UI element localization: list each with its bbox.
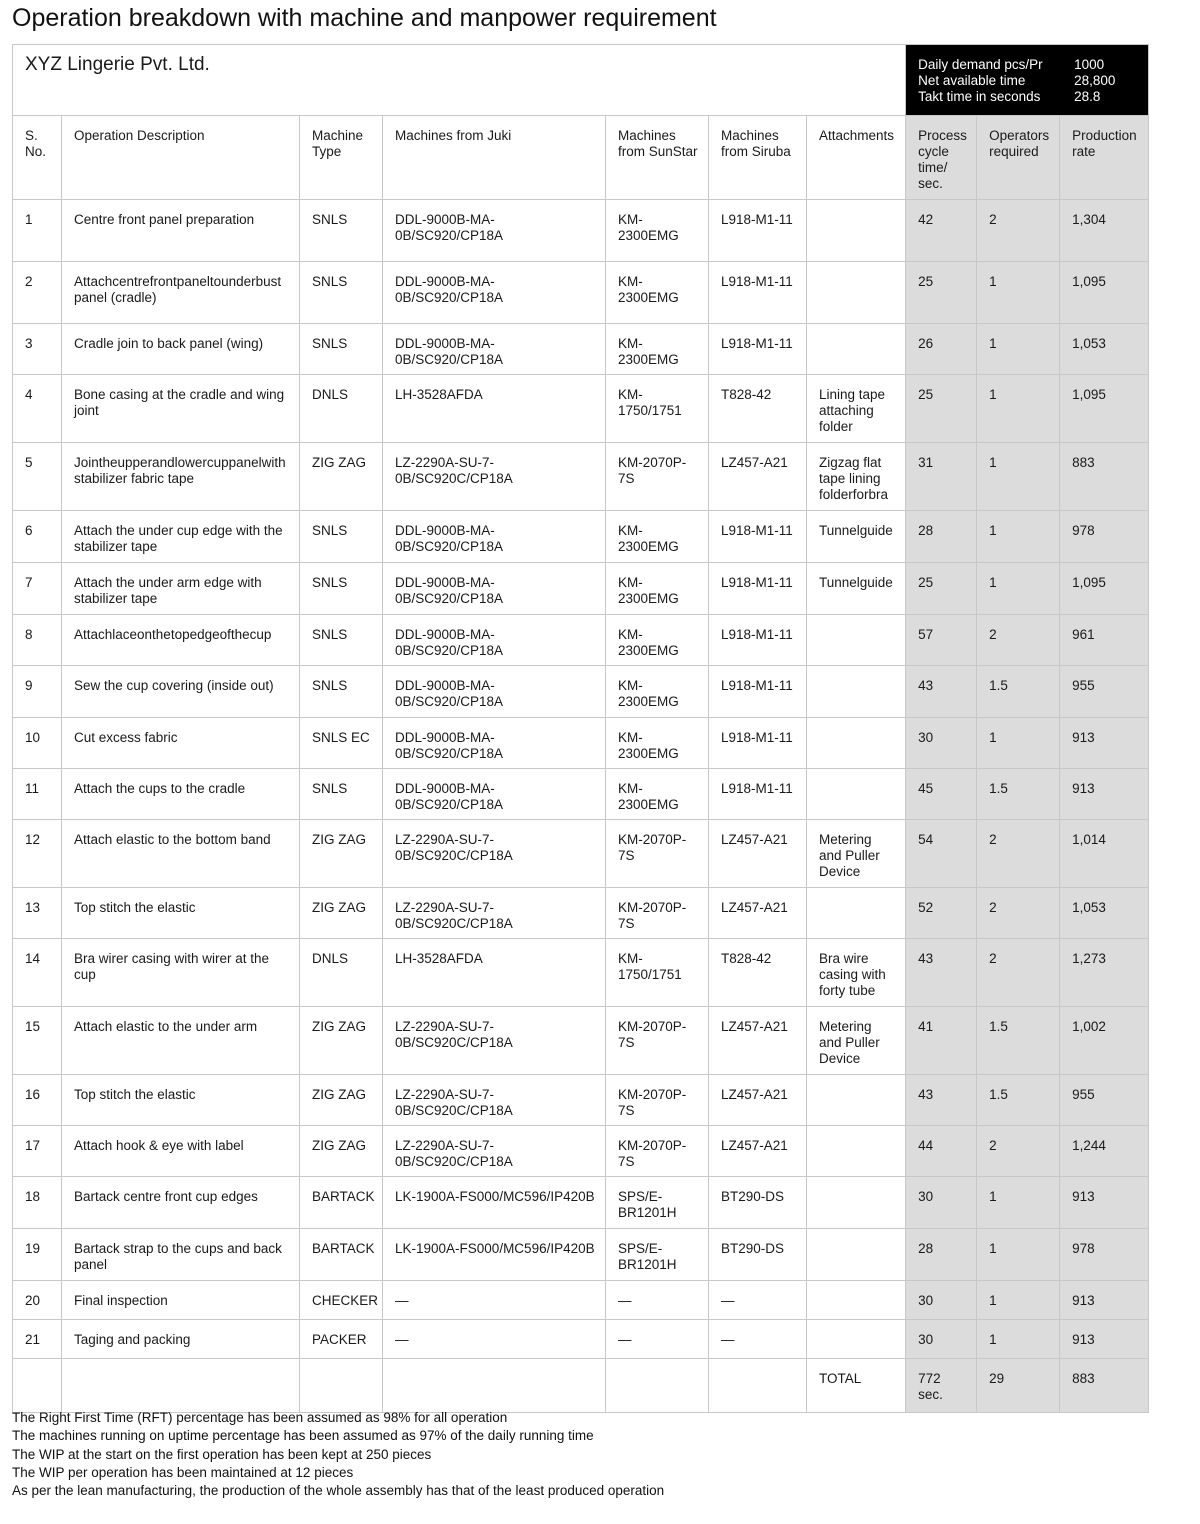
row-rate: 1,273	[1060, 939, 1149, 1007]
row-juki: DDL-9000B-MA-0B/SC920/CP18A	[383, 718, 606, 769]
row-cycle-time: 25	[906, 563, 977, 615]
row-operators: 1	[977, 1281, 1060, 1320]
row-juki: LK-1900A-FS000/MC596/IP420B	[383, 1229, 606, 1281]
row-attachment	[807, 1177, 906, 1229]
row-attachment: Zigzag flat tape lining folderforbra	[807, 443, 906, 511]
row-siruba: BT290-DS	[709, 1229, 807, 1281]
row-siruba: L918-M1-11	[709, 666, 807, 718]
row-siruba: L918-M1-11	[709, 615, 807, 666]
row-rate: 1,053	[1060, 888, 1149, 939]
row-sunstar: KM-2070P-7S	[606, 443, 709, 511]
row-attachment: Bra wire casing with forty tube	[807, 939, 906, 1007]
row-rate: 978	[1060, 1229, 1149, 1281]
table-row	[13, 939, 1149, 1007]
row-sno: 12	[13, 820, 62, 888]
row-sunstar: SPS/E-BR1201H	[606, 1177, 709, 1229]
row-juki: DDL-9000B-MA-0B/SC920/CP18A	[383, 262, 606, 324]
summary-value: 28,800	[1074, 73, 1116, 88]
row-juki: DDL-9000B-MA-0B/SC920/CP18A	[383, 324, 606, 375]
row-sunstar: KM-2070P-7S	[606, 888, 709, 939]
row-siruba: LZ457-A21	[709, 1007, 807, 1075]
row-operation: Cradle join to back panel (wing)	[62, 324, 300, 375]
header-operation: Operation Description	[62, 116, 300, 200]
row-operators: 2	[977, 888, 1060, 939]
row-attachment	[807, 888, 906, 939]
row-siruba: LZ457-A21	[709, 888, 807, 939]
row-rate: 913	[1060, 769, 1149, 820]
table-row	[13, 375, 1149, 443]
header-operators: Operators required	[977, 116, 1060, 200]
column-header-row	[13, 116, 1149, 200]
row-siruba: —	[709, 1320, 807, 1359]
row-juki: LZ-2290A-SU-7-0B/SC920C/CP18A	[383, 1075, 606, 1126]
row-sunstar: KM-2300EMG	[606, 615, 709, 666]
row-machine-type: SNLS	[300, 324, 383, 375]
row-siruba: L918-M1-11	[709, 200, 807, 262]
row-sunstar: KM-2300EMG	[606, 324, 709, 375]
company-header-row	[13, 45, 1149, 116]
row-attachment	[807, 769, 906, 820]
row-rate: 1,095	[1060, 262, 1149, 324]
row-machine-type: CHECKER	[300, 1281, 383, 1320]
table-row	[13, 1281, 1149, 1320]
header-machine-type: Machine Type	[300, 116, 383, 200]
row-attachment	[807, 1229, 906, 1281]
row-siruba: L918-M1-11	[709, 324, 807, 375]
note-wip-per-op: The WIP per operation has been maintained at 12 pieces	[12, 1464, 354, 1480]
row-operation: Attach the cups to the cradle	[62, 769, 300, 820]
row-operators: 2	[977, 820, 1060, 888]
row-machine-type: SNLS EC	[300, 718, 383, 769]
row-attachment	[807, 615, 906, 666]
row-machine-type: SNLS	[300, 769, 383, 820]
total-rate: 883	[1060, 1359, 1149, 1413]
row-cycle-time: 31	[906, 443, 977, 511]
row-machine-type: ZIG ZAG	[300, 1075, 383, 1126]
row-siruba: LZ457-A21	[709, 1075, 807, 1126]
row-machine-type: BARTACK	[300, 1177, 383, 1229]
row-juki: —	[383, 1281, 606, 1320]
total-empty	[13, 1359, 62, 1413]
row-sno: 11	[13, 769, 62, 820]
total-label: TOTAL	[807, 1359, 906, 1413]
row-rate: 883	[1060, 443, 1149, 511]
row-operation: Sew the cup covering (inside out)	[62, 666, 300, 718]
row-sno: 21	[13, 1320, 62, 1359]
table-row	[13, 324, 1149, 375]
table-row	[13, 443, 1149, 511]
row-operation: Top stitch the elastic	[62, 1075, 300, 1126]
row-rate: 1,002	[1060, 1007, 1149, 1075]
row-operators: 2	[977, 615, 1060, 666]
row-operators: 1.5	[977, 666, 1060, 718]
row-attachment: Lining tape attaching folder	[807, 375, 906, 443]
row-cycle-time: 25	[906, 262, 977, 324]
row-juki: LH-3528AFDA	[383, 939, 606, 1007]
row-juki: DDL-9000B-MA-0B/SC920/CP18A	[383, 563, 606, 615]
summary-takt-time	[918, 89, 1140, 105]
row-sunstar: KM-2300EMG	[606, 262, 709, 324]
table-row	[13, 888, 1149, 939]
operations-table	[12, 44, 1149, 1413]
row-rate: 1,095	[1060, 375, 1149, 443]
table-row	[13, 666, 1149, 718]
row-siruba: LZ457-A21	[709, 820, 807, 888]
total-operators: 29	[977, 1359, 1060, 1413]
row-attachment	[807, 324, 906, 375]
row-rate: 955	[1060, 666, 1149, 718]
row-machine-type: SNLS	[300, 563, 383, 615]
row-cycle-time: 28	[906, 511, 977, 563]
row-machine-type: ZIG ZAG	[300, 1007, 383, 1075]
row-sno: 4	[13, 375, 62, 443]
row-operation: Bartack strap to the cups and back panel	[62, 1229, 300, 1281]
summary-label: Takt time in seconds	[918, 89, 1041, 104]
row-attachment	[807, 718, 906, 769]
row-operators: 1.5	[977, 1007, 1060, 1075]
row-operators: 1	[977, 262, 1060, 324]
row-sunstar: KM-2300EMG	[606, 200, 709, 262]
row-sno: 3	[13, 324, 62, 375]
row-machine-type: DNLS	[300, 939, 383, 1007]
row-attachment: Tunnelguide	[807, 563, 906, 615]
row-operation: Cut excess fabric	[62, 718, 300, 769]
row-sno: 10	[13, 718, 62, 769]
row-rate: 913	[1060, 718, 1149, 769]
row-cycle-time: 30	[906, 1177, 977, 1229]
row-juki: LZ-2290A-SU-7-0B/SC920C/CP18A	[383, 820, 606, 888]
header-juki: Machines from Juki	[383, 116, 606, 200]
row-operation: Bone casing at the cradle and wing joint	[62, 375, 300, 443]
row-cycle-time: 43	[906, 1075, 977, 1126]
row-operators: 2	[977, 939, 1060, 1007]
row-juki: DDL-9000B-MA-0B/SC920/CP18A	[383, 615, 606, 666]
row-operators: 1	[977, 1320, 1060, 1359]
row-sno: 2	[13, 262, 62, 324]
row-attachment	[807, 262, 906, 324]
row-rate: 1,304	[1060, 200, 1149, 262]
row-machine-type: ZIG ZAG	[300, 443, 383, 511]
row-cycle-time: 52	[906, 888, 977, 939]
row-operators: 1	[977, 1229, 1060, 1281]
row-cycle-time: 57	[906, 615, 977, 666]
row-cycle-time: 42	[906, 200, 977, 262]
note-wip-start: The WIP at the start on the first operation has been kept at 250 pieces	[12, 1446, 432, 1462]
row-sno: 16	[13, 1075, 62, 1126]
row-operation: Attachlaceonthetopedgeofthecup	[62, 615, 300, 666]
row-sunstar: KM-2300EMG	[606, 718, 709, 769]
row-rate: 913	[1060, 1177, 1149, 1229]
header-siruba: Machines from Siruba	[709, 116, 807, 200]
total-cycle-time: 772 sec.	[906, 1359, 977, 1413]
row-operators: 1	[977, 718, 1060, 769]
row-cycle-time: 30	[906, 1320, 977, 1359]
row-rate: 961	[1060, 615, 1149, 666]
table-row	[13, 1320, 1149, 1359]
row-cycle-time: 43	[906, 939, 977, 1007]
row-operation: Final inspection	[62, 1281, 300, 1320]
row-operation: Attach elastic to the bottom band	[62, 820, 300, 888]
row-rate: 913	[1060, 1281, 1149, 1320]
table-row	[13, 200, 1149, 262]
table-row	[13, 769, 1149, 820]
row-machine-type: SNLS	[300, 666, 383, 718]
row-sno: 6	[13, 511, 62, 563]
page-title: Operation breakdown with machine and manpower requirement	[12, 4, 717, 32]
row-juki: LZ-2290A-SU-7-0B/SC920C/CP18A	[383, 888, 606, 939]
row-sno: 19	[13, 1229, 62, 1281]
row-machine-type: ZIG ZAG	[300, 1126, 383, 1177]
row-siruba: BT290-DS	[709, 1177, 807, 1229]
row-operation: Taging and packing	[62, 1320, 300, 1359]
row-sno: 8	[13, 615, 62, 666]
table-row	[13, 1075, 1149, 1126]
table-row	[13, 718, 1149, 769]
note-uptime: The machines running on uptime percentage has been assumed as 97% of the daily running time	[12, 1428, 594, 1444]
company-name: XYZ Lingerie Pvt. Ltd.	[13, 45, 906, 116]
row-sunstar: KM-2070P-7S	[606, 1007, 709, 1075]
row-operators: 1	[977, 511, 1060, 563]
table-row	[13, 1007, 1149, 1075]
row-siruba: L918-M1-11	[709, 511, 807, 563]
summary-label: Net available time	[918, 73, 1026, 88]
table-row	[13, 511, 1149, 563]
row-sunstar: SPS/E-BR1201H	[606, 1229, 709, 1281]
row-juki: LZ-2290A-SU-7-0B/SC920C/CP18A	[383, 1007, 606, 1075]
row-rate: 913	[1060, 1320, 1149, 1359]
summary-value: 1000	[1074, 57, 1105, 72]
row-operation: Attach the under arm edge with stabilizer tape	[62, 563, 300, 615]
row-operators: 1	[977, 375, 1060, 443]
row-machine-type: ZIG ZAG	[300, 820, 383, 888]
row-operators: 1.5	[977, 1075, 1060, 1126]
row-siruba: T828-42	[709, 939, 807, 1007]
row-rate: 1,014	[1060, 820, 1149, 888]
row-cycle-time: 26	[906, 324, 977, 375]
row-sno: 1	[13, 200, 62, 262]
row-attachment	[807, 666, 906, 718]
row-juki: LH-3528AFDA	[383, 375, 606, 443]
row-siruba: L918-M1-11	[709, 769, 807, 820]
row-juki: DDL-9000B-MA-0B/SC920/CP18A	[383, 511, 606, 563]
row-sunstar: —	[606, 1320, 709, 1359]
row-juki: —	[383, 1320, 606, 1359]
note-rft: The Right First Time (RFT) percentage has been assumed as 98% for all operation	[12, 1410, 508, 1425]
total-empty	[300, 1359, 383, 1413]
row-rate: 1,053	[1060, 324, 1149, 375]
row-siruba: —	[709, 1281, 807, 1320]
header-sunstar: Machines from SunStar	[606, 116, 709, 200]
summary-label: Daily demand pcs/Pr	[918, 57, 1043, 72]
row-sunstar: KM-2070P-7S	[606, 1126, 709, 1177]
row-operation: Centre front panel preparation	[62, 200, 300, 262]
row-machine-type: DNLS	[300, 375, 383, 443]
row-sunstar: KM-2300EMG	[606, 666, 709, 718]
row-sunstar: —	[606, 1281, 709, 1320]
row-operators: 1	[977, 324, 1060, 375]
row-sno: 5	[13, 443, 62, 511]
row-sunstar: KM-1750/1751	[606, 375, 709, 443]
row-sno: 9	[13, 666, 62, 718]
table-row	[13, 1177, 1149, 1229]
total-empty	[62, 1359, 300, 1413]
row-attachment: Tunnelguide	[807, 511, 906, 563]
row-operation: Attach hook & eye with label	[62, 1126, 300, 1177]
row-cycle-time: 45	[906, 769, 977, 820]
row-juki: LZ-2290A-SU-7-0B/SC920C/CP18A	[383, 1126, 606, 1177]
row-attachment	[807, 1281, 906, 1320]
row-sno: 20	[13, 1281, 62, 1320]
row-attachment	[807, 1075, 906, 1126]
row-sno: 7	[13, 563, 62, 615]
row-operators: 1	[977, 1177, 1060, 1229]
row-sunstar: KM-1750/1751	[606, 939, 709, 1007]
row-machine-type: ZIG ZAG	[300, 888, 383, 939]
table-row	[13, 1126, 1149, 1177]
row-cycle-time: 28	[906, 1229, 977, 1281]
row-siruba: L918-M1-11	[709, 563, 807, 615]
row-sunstar: KM-2300EMG	[606, 563, 709, 615]
row-siruba: T828-42	[709, 375, 807, 443]
row-machine-type: SNLS	[300, 200, 383, 262]
row-machine-type: SNLS	[300, 615, 383, 666]
row-juki: DDL-9000B-MA-0B/SC920/CP18A	[383, 769, 606, 820]
row-siruba: L918-M1-11	[709, 262, 807, 324]
row-sno: 15	[13, 1007, 62, 1075]
row-sunstar: KM-2300EMG	[606, 769, 709, 820]
row-sunstar: KM-2070P-7S	[606, 820, 709, 888]
row-sno: 18	[13, 1177, 62, 1229]
row-sno: 14	[13, 939, 62, 1007]
row-cycle-time: 44	[906, 1126, 977, 1177]
row-machine-type: PACKER	[300, 1320, 383, 1359]
row-operation: Top stitch the elastic	[62, 888, 300, 939]
row-attachment	[807, 1320, 906, 1359]
row-cycle-time: 30	[906, 1281, 977, 1320]
row-cycle-time: 25	[906, 375, 977, 443]
summary-available-time	[918, 73, 1140, 89]
row-attachment	[807, 200, 906, 262]
row-operation: Attach elastic to the under arm	[62, 1007, 300, 1075]
row-cycle-time: 30	[906, 718, 977, 769]
row-sunstar: KM-2070P-7S	[606, 1075, 709, 1126]
row-juki: LK-1900A-FS000/MC596/IP420B	[383, 1177, 606, 1229]
table-row	[13, 563, 1149, 615]
row-rate: 1,095	[1060, 563, 1149, 615]
total-empty	[709, 1359, 807, 1413]
header-sno: S. No.	[13, 116, 62, 200]
header-rate: Production rate	[1060, 116, 1149, 200]
summary-value: 28.8	[1074, 89, 1101, 104]
note-lean: As per the lean manufacturing, the production of the whole assembly has that of the least produced operation	[12, 1483, 665, 1499]
row-rate: 955	[1060, 1075, 1149, 1126]
row-attachment	[807, 1126, 906, 1177]
row-siruba: L918-M1-11	[709, 718, 807, 769]
row-operation: Attach the under cup edge with the stabilizer tape	[62, 511, 300, 563]
row-operators: 2	[977, 1126, 1060, 1177]
notes	[12, 1409, 664, 1500]
row-sno: 13	[13, 888, 62, 939]
row-sunstar: KM-2300EMG	[606, 511, 709, 563]
row-cycle-time: 41	[906, 1007, 977, 1075]
row-operation: Bra wirer casing with wirer at the cup	[62, 939, 300, 1007]
row-operation: Jointheupperandlowercuppanelwith stabilizer fabric tape	[62, 443, 300, 511]
summary-demand	[918, 57, 1140, 73]
table-row	[13, 1229, 1149, 1281]
row-operation: Bartack centre front cup edges	[62, 1177, 300, 1229]
total-row	[13, 1359, 1149, 1413]
row-cycle-time: 43	[906, 666, 977, 718]
row-machine-type: BARTACK	[300, 1229, 383, 1281]
total-empty	[383, 1359, 606, 1413]
row-attachment: Metering and Puller Device	[807, 1007, 906, 1075]
row-operators: 1	[977, 563, 1060, 615]
row-operators: 2	[977, 200, 1060, 262]
table-row	[13, 820, 1149, 888]
header-cycle-time: Process cycle time/ sec.	[906, 116, 977, 200]
row-operation: Attachcentrefrontpaneltounderbust panel (cradle)	[62, 262, 300, 324]
row-juki: DDL-9000B-MA-0B/SC920/CP18A	[383, 200, 606, 262]
row-machine-type: SNLS	[300, 511, 383, 563]
row-rate: 978	[1060, 511, 1149, 563]
row-cycle-time: 54	[906, 820, 977, 888]
row-juki: DDL-9000B-MA-0B/SC920/CP18A	[383, 666, 606, 718]
header-attachments: Attachments	[807, 116, 906, 200]
row-machine-type: SNLS	[300, 262, 383, 324]
table-row	[13, 262, 1149, 324]
row-operators: 1.5	[977, 769, 1060, 820]
total-empty	[606, 1359, 709, 1413]
summary-box	[906, 45, 1149, 116]
row-attachment: Metering and Puller Device	[807, 820, 906, 888]
row-siruba: LZ457-A21	[709, 443, 807, 511]
row-siruba: LZ457-A21	[709, 1126, 807, 1177]
table-row	[13, 615, 1149, 666]
row-sno: 17	[13, 1126, 62, 1177]
row-operators: 1	[977, 443, 1060, 511]
row-juki: LZ-2290A-SU-7-0B/SC920C/CP18A	[383, 443, 606, 511]
row-rate: 1,244	[1060, 1126, 1149, 1177]
